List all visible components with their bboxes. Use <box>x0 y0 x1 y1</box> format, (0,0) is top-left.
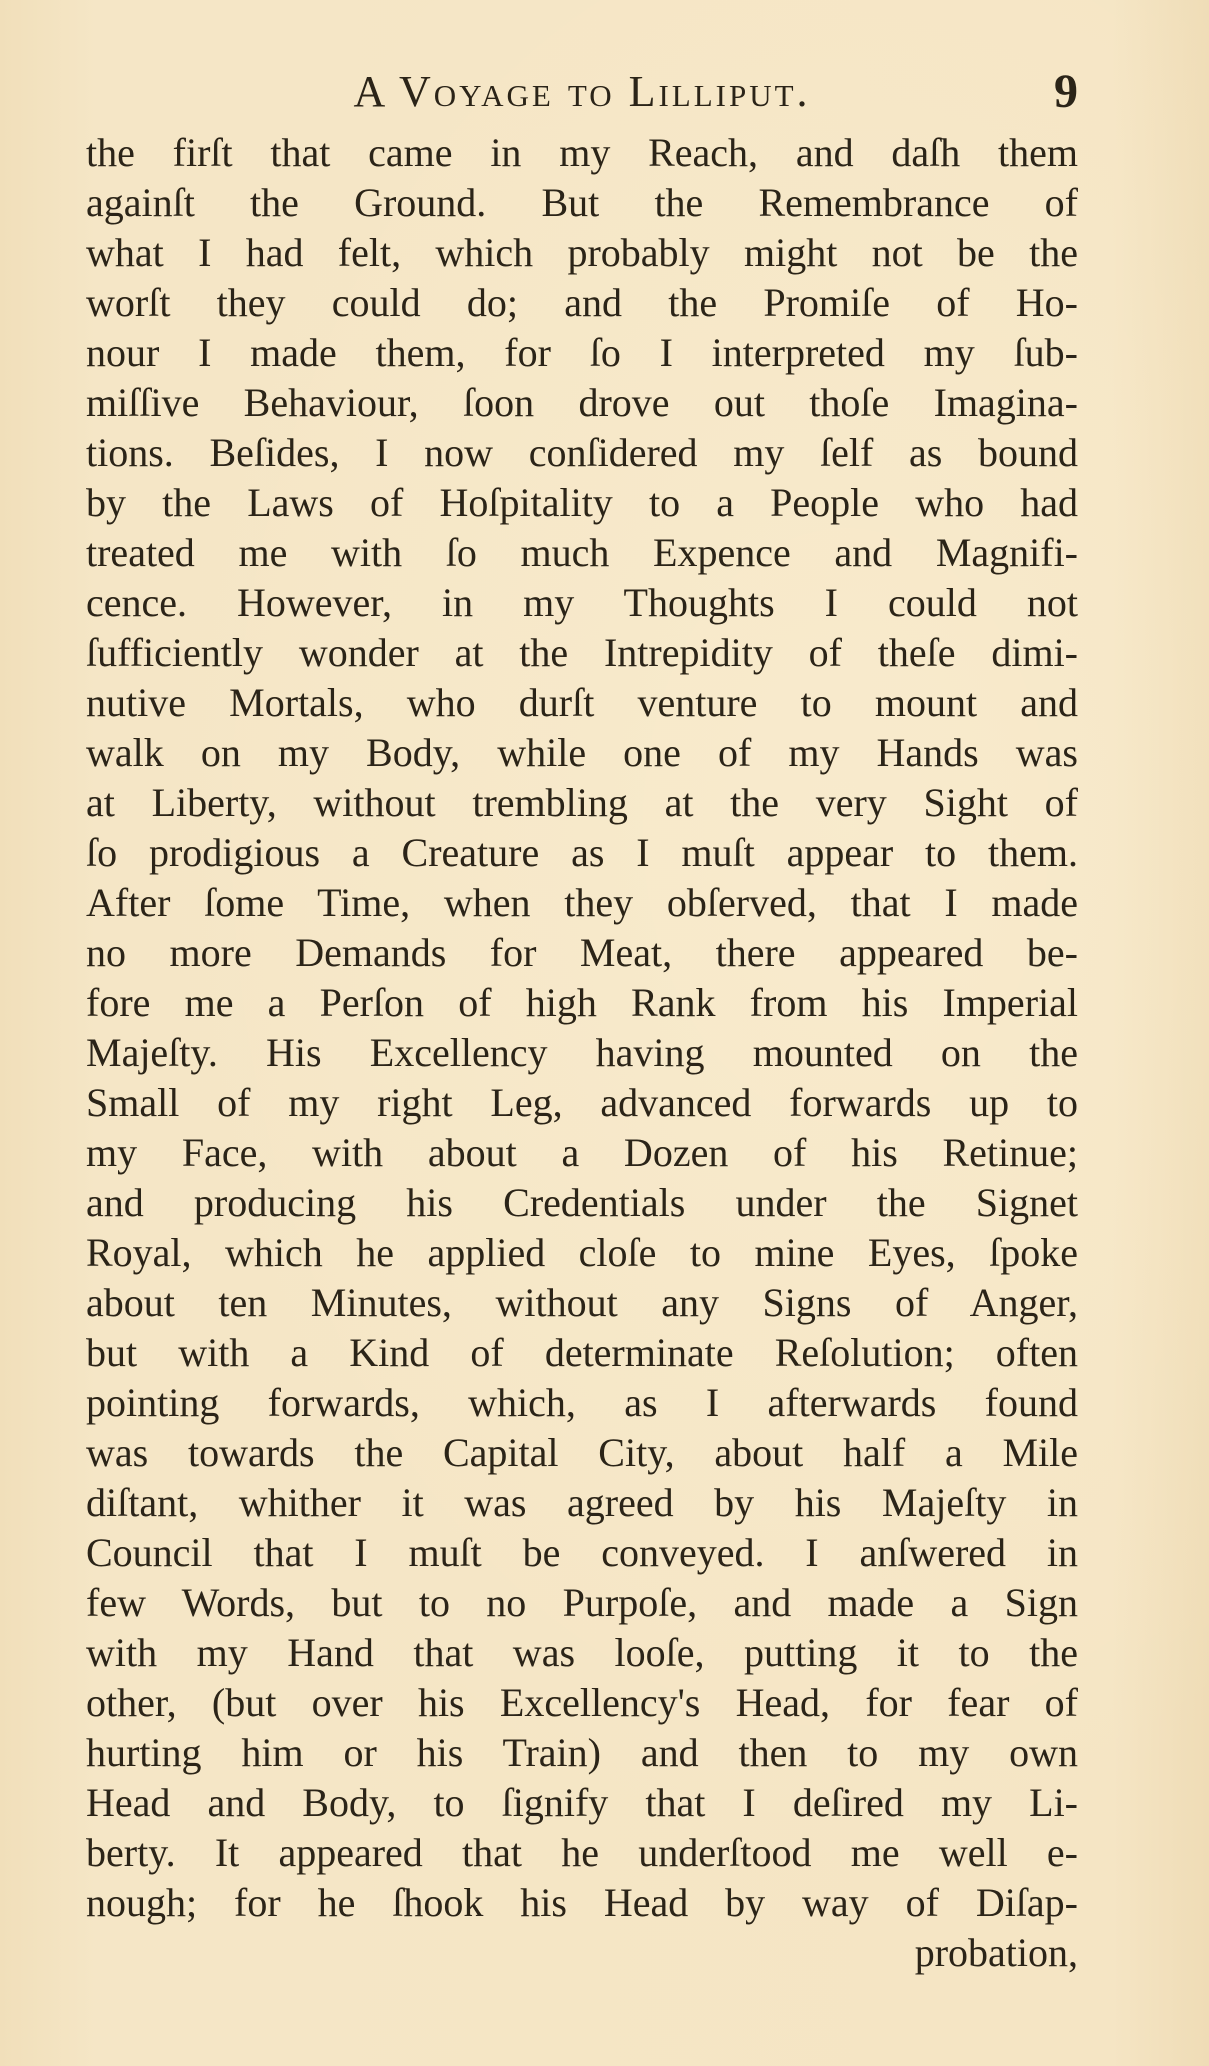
text-line: what I had felt, which probably might not be the <box>86 230 1078 275</box>
text-line: againſt the Ground. But the Remembrance of <box>86 180 1078 225</box>
text-line: berty. It appeared that he underſtood me well e- <box>86 1830 1078 1875</box>
text-line: my Face, with about a Dozen of his Retinue; <box>86 1130 1078 1175</box>
running-title: A Voyage to Lilliput. <box>353 67 811 116</box>
text-line: fore me a Perſon of high Rank from his Imperial <box>86 980 1078 1025</box>
text-line: miſſive Behaviour, ſoon drove out thoſe Imagina- <box>86 380 1078 425</box>
page-header <box>86 62 1078 122</box>
text-line: treated me with ſo much Expence and Magnifi- <box>86 530 1078 575</box>
text-line: tions. Beſides, I now conſidered my ſelf as bound <box>86 430 1078 475</box>
text-line: was towards the Capital City, about half a Mile <box>86 1430 1078 1475</box>
text-line: diſtant, whither it was agreed by his Majeſty in <box>86 1480 1078 1525</box>
text-line: no more Demands for Meat, there appeared be- <box>86 930 1078 975</box>
text-line: cence. However, in my Thoughts I could not <box>86 580 1078 625</box>
text-line: worſt they could do; and the Promiſe of Ho- <box>86 280 1078 325</box>
text-line: Head and Body, to ſignify that I deſired my Li- <box>86 1780 1078 1825</box>
text-line: few Words, but to no Purpoſe, and made a Sign <box>86 1580 1078 1625</box>
text-line: with my Hand that was looſe, putting it to the <box>86 1630 1078 1675</box>
body-text <box>86 128 1078 1978</box>
text-line: ſufficiently wonder at the Intrepidity of theſe dimi- <box>86 630 1078 675</box>
text-line: Council that I muſt be conveyed. I anſwered in <box>86 1530 1078 1575</box>
text-line: other, (but over his Excellency's Head, for fear of <box>86 1680 1078 1725</box>
text-line: walk on my Body, while one of my Hands was <box>86 730 1078 775</box>
text-line: the firſt that came in my Reach, and daſh them <box>86 130 1078 175</box>
text-line: pointing forwards, which, as I afterwards found <box>86 1380 1078 1425</box>
text-line: and producing his Credentials under the Signet <box>86 1180 1078 1225</box>
text-line: but with a Kind of determinate Reſolution; often <box>86 1330 1078 1375</box>
text-line: Royal, which he applied cloſe to mine Eyes, ſpoke <box>86 1230 1078 1275</box>
text-line: by the Laws of Hoſpitality to a People who had <box>86 480 1078 525</box>
text-line: about ten Minutes, without any Signs of Anger, <box>86 1280 1078 1325</box>
text-line: Small of my right Leg, advanced forwards up to <box>86 1080 1078 1125</box>
text-line: nour I made them, for ſo I interpreted my ſub- <box>86 330 1078 375</box>
text-line: at Liberty, without trembling at the very Sight of <box>86 780 1078 825</box>
text-line: Majeſty. His Excellency having mounted on the <box>86 1030 1078 1075</box>
text-line: hurting him or his Train) and then to my own <box>86 1730 1078 1775</box>
text-line: After ſome Time, when they obſerved, that I made <box>86 880 1078 925</box>
text-line: nough; for he ſhook his Head by way of Diſap- <box>86 1880 1078 1925</box>
catchword-line: probation, <box>914 1930 1078 1975</box>
page-number: 9 <box>1054 65 1078 118</box>
text-line: ſo prodigious a Creature as I muſt appear to them. <box>86 830 1078 875</box>
text-line: nutive Mortals, who durſt venture to mount and <box>86 680 1078 725</box>
